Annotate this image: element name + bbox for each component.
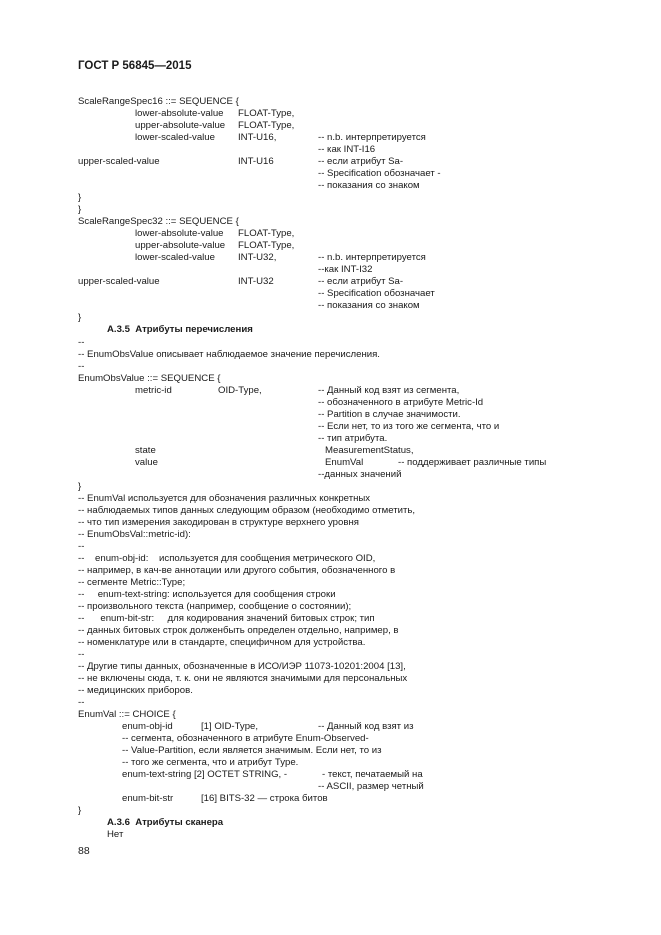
code-text: -- Specification обозначает xyxy=(318,288,435,299)
code-text: [16] BITS-32 — строка битов xyxy=(201,793,328,804)
code-text: -- xyxy=(78,697,85,708)
code-text: -- n.b. интерпретируется xyxy=(318,132,426,143)
code-text: -- медицинских приборов. xyxy=(78,685,193,696)
code-text: } xyxy=(78,481,82,492)
code-text: metric-id xyxy=(135,385,172,396)
code-text: -- обозначенного в атрибуте Metric-Id xyxy=(318,397,484,408)
code-text: -- xyxy=(78,541,85,552)
code-text: -- Partition в случае значимости. xyxy=(318,409,461,420)
code-text: -- xyxy=(78,337,85,348)
code-text: upper-absolute-value xyxy=(135,240,226,251)
section-heading: A.3.5 Атрибуты перечисления xyxy=(107,324,253,335)
code-text: -- n.b. интерпретируется xyxy=(318,252,426,263)
code-text: --как INT-I32 xyxy=(318,264,373,275)
code-text: state xyxy=(135,445,156,456)
code-text: -- ASCII, размер четный xyxy=(318,781,424,792)
code-text: enum-text-string [2] OCTET STRING, - xyxy=(122,769,288,780)
code-text: -- данных битовых строк долженбыть определен отдельно, например, в xyxy=(78,625,399,636)
code-text: -- поддерживает различные типы xyxy=(398,457,547,468)
code-text: -- EnumObsVal::metric-id): xyxy=(78,529,191,540)
code-text: enum-bit-str xyxy=(122,793,174,804)
code-text: -- номенклатуре или в стандарте, специфичном для устройства. xyxy=(78,637,366,648)
code-text: [1] OID-Type, xyxy=(201,721,259,732)
code-text: lower-absolute-value xyxy=(135,228,224,239)
code-text: -- enum-obj-id: используется для сообщения метрического OID, xyxy=(78,553,376,564)
code-text: -- наблюдаемых типов данных следующим образом (необходимо отметить, xyxy=(78,505,416,516)
code-text: } xyxy=(78,312,82,323)
code-text: -- показания со знаком xyxy=(318,180,420,191)
code-text: -- если атрибут Sa- xyxy=(318,156,404,167)
code-text: lower-scaled-value xyxy=(135,252,215,263)
code-text: -- что тип измерения закодирован в структуре верхнего уровня xyxy=(78,517,359,528)
code-text: -- Данный код взят из сегмента, xyxy=(318,385,460,396)
code-text: INT-U32 xyxy=(238,276,274,287)
code-text: EnumVal xyxy=(325,457,364,468)
code-text: enum-obj-id xyxy=(122,721,173,732)
code-text: -- того же сегмента, что и атрибут Type. xyxy=(122,757,299,768)
code-text: -- тип атрибута. xyxy=(318,433,388,444)
code-text: } xyxy=(78,805,82,816)
code-text: -- xyxy=(78,361,85,372)
code-text: Нет xyxy=(107,829,124,840)
code-text: value xyxy=(135,457,158,468)
section-heading: A.3.6 Атрибуты сканера xyxy=(107,817,224,828)
code-text: -- например, в кач-ве аннотации или другого события, обозначенного в xyxy=(78,565,396,576)
code-text: EnumVal ::= CHOICE { xyxy=(78,709,176,720)
code-text: -- сегмента, обозначенного в атрибуте Enum-Observed- xyxy=(122,733,369,744)
code-text: - текст, печатаемый на xyxy=(322,769,423,780)
code-text: -- enum-bit-str: для кодирования значений битовых строк; тип xyxy=(78,613,375,624)
code-text: FLOAT-Type, xyxy=(238,228,295,239)
code-text: INT-U32, xyxy=(238,252,277,263)
code-text: OID-Type, xyxy=(218,385,262,396)
code-text: FLOAT-Type, xyxy=(238,108,295,119)
page-number: 88 xyxy=(78,845,90,857)
code-text: -- как INT-I16 xyxy=(318,144,376,155)
code-text: lower-scaled-value xyxy=(135,132,215,143)
code-text: upper-scaled-value xyxy=(78,156,160,167)
code-text: } xyxy=(78,192,82,203)
code-text: INT-U16, xyxy=(238,132,277,143)
code-text: -- Другие типы данных, обозначенные в ИСО/ИЭР 11073-10201:2004 [13], xyxy=(78,661,406,672)
code-text: -- произвольного текста (например, сообщение о состоянии); xyxy=(78,601,352,612)
code-text: -- не включены сюда, т. к. они не являются значимыми для персональных xyxy=(78,673,408,684)
code-text: -- сегменте Metric::Type; xyxy=(78,577,186,588)
code-text: ScaleRangeSpec32 ::= SEQUENCE { xyxy=(78,216,239,227)
code-text: MeasurementStatus, xyxy=(325,445,414,456)
code-text: } xyxy=(78,204,82,215)
code-text: -- Данный код взят из xyxy=(318,721,414,732)
code-text: INT-U16 xyxy=(238,156,274,167)
code-text: -- если атрибут Sa- xyxy=(318,276,404,287)
code-text: -- Specification обозначает - xyxy=(318,168,441,179)
code-text: -- Value-Partition, если является значимым. Если нет, то из xyxy=(122,745,382,756)
document-header: ГОСТ Р 56845—2015 xyxy=(78,60,192,72)
code-text: upper-absolute-value xyxy=(135,120,226,131)
code-text: -- EnumVal используется для обозначения различных конкретных xyxy=(78,493,371,504)
code-text: FLOAT-Type, xyxy=(238,240,295,251)
code-text: -- xyxy=(78,649,85,660)
code-text: upper-scaled-value xyxy=(78,276,160,287)
code-text: -- EnumObsValue описывает наблюдаемое значение перечисления. xyxy=(78,349,380,360)
code-text: EnumObsValue ::= SEQUENCE { xyxy=(78,373,221,384)
code-text: ScaleRangeSpec16 ::= SEQUENCE { xyxy=(78,96,239,107)
code-text: -- enum-text-string: используется для сообщения строки xyxy=(78,589,336,600)
code-text: FLOAT-Type, xyxy=(238,120,295,131)
code-text: --данных значений xyxy=(318,469,402,480)
code-text: -- показания со знаком xyxy=(318,300,420,311)
code-text: -- Если нет, то из того же сегмента, что и xyxy=(318,421,500,432)
code-text: lower-absolute-value xyxy=(135,108,224,119)
